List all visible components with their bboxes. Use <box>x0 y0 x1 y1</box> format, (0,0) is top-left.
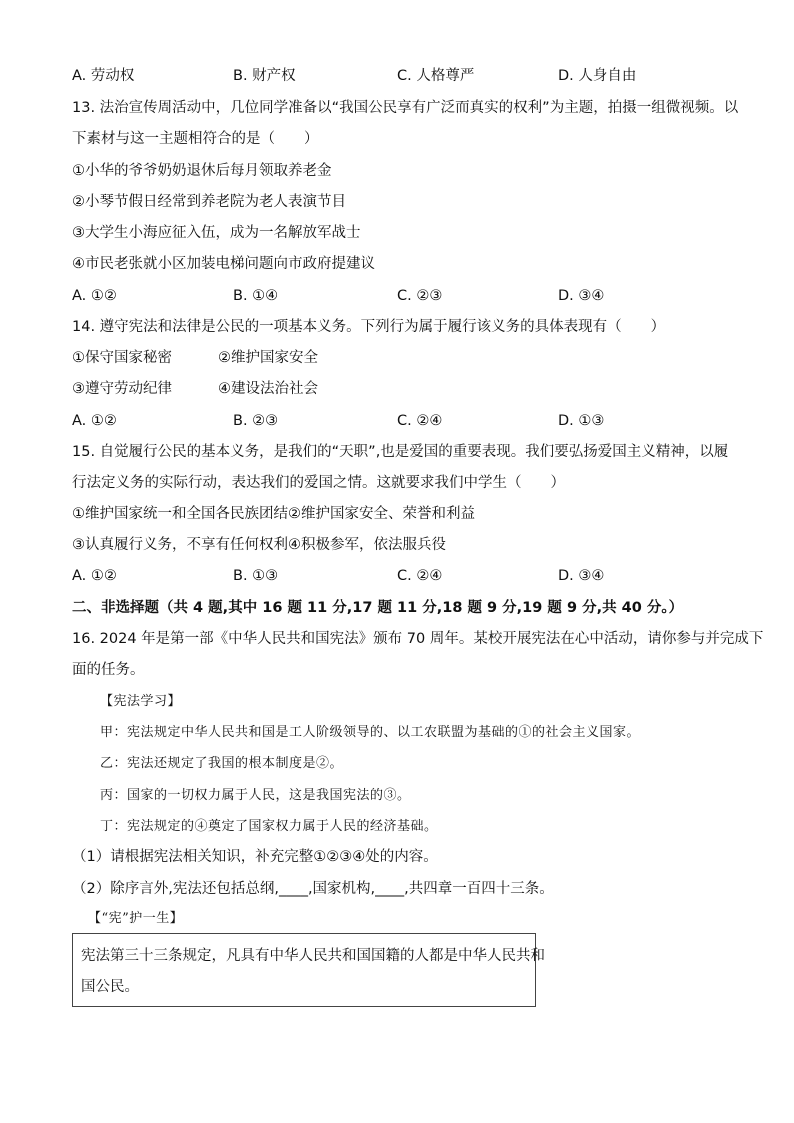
q13-item-1: ①小华的爷爷奶奶退休后每月领取养老金 <box>72 163 332 179</box>
q16-stem-line2: 面的任务。 <box>72 662 145 678</box>
quote-box-line1: 宪法第三十三条规定，凡具有中华人民共和国国籍的人都是中华人民共和 <box>81 948 545 964</box>
q14-item-1: ①保守国家秘密 <box>72 350 172 366</box>
q15-stem-line2: 行法定义务的实际行动，表达我们的爱国之情。这就要求我们中学生（ ） <box>72 475 565 491</box>
q16-sub-question-2: （2）除序言外,宪法还包括总纲,____,国家机构,____,共四章一百四十三条。 <box>72 881 554 897</box>
q12-option-c: C. 人格尊严 <box>397 68 475 84</box>
q14-option-a: A. ①② <box>72 413 117 429</box>
study-line-bing: 丙：国家的一切权力属于人民，这是我国宪法的③。 <box>100 788 411 803</box>
q16-stem-line1: 16. 2024 年是第一部《中华人民共和国宪法》颁布 70 周年。某校开展宪法在心中活动，请你参与并完成下 <box>72 631 764 647</box>
q15-option-a: A. ①② <box>72 568 117 584</box>
q14-option-b: B. ②③ <box>233 413 279 429</box>
q15-items-line1: ①维护国家统一和全国各民族团结②维护国家安全、荣誉和利益 <box>72 506 475 522</box>
q13-option-c: C. ②③ <box>397 288 443 304</box>
q12-option-a: A. 劳动权 <box>72 68 135 84</box>
q15-option-b: B. ①③ <box>233 568 279 584</box>
quote-box-line2: 国公民。 <box>81 979 139 995</box>
q13-item-3: ③大学生小海应征入伍，成为一名解放军战士 <box>72 225 361 241</box>
q13-option-b: B. ①④ <box>233 288 279 304</box>
q14-item-3: ③遵守劳动纪律 <box>72 381 172 397</box>
q14-option-d: D. ①③ <box>558 413 605 429</box>
q13-item-2: ②小琴节假日经常到养老院为老人表演节目 <box>72 194 346 210</box>
q15-stem-line1: 15. 自觉履行公民的基本义务，是我们的“天职”,也是爱国的重要表现。我们要弘扬爱国主义精神，以履 <box>72 444 729 460</box>
study-line-jia: 甲：宪法规定中华人民共和国是工人阶级领导的、以工农联盟为基础的①的社会主义国家。 <box>100 725 641 740</box>
study-heading: 【宪法学习】 <box>100 694 182 709</box>
q13-stem-line1: 13. 法治宣传周活动中，几位同学准备以“我国公民享有广泛而真实的权利”为主题，拍摄一组微视频。以 <box>72 100 739 116</box>
q15-option-c: C. ②④ <box>397 568 443 584</box>
q15-items-line2: ③认真履行义务，不享有任何权利④积极参军，依法服兵役 <box>72 537 446 553</box>
q14-stem: 14. 遵守宪法和法律是公民的一项基本义务。下列行为属于履行该义务的具体表现有（ ） <box>72 319 666 335</box>
study-line-ding: 丁：宪法规定的④奠定了国家权力属于人民的经济基础。 <box>100 819 438 834</box>
q12-option-d: D. 人身自由 <box>558 68 637 84</box>
q13-option-a: A. ①② <box>72 288 117 304</box>
life-heading: 【“宪”护一生】 <box>88 911 184 926</box>
q12-option-b: B. 财产权 <box>233 68 296 84</box>
q14-option-c: C. ②④ <box>397 413 443 429</box>
q14-item-4: ④建设法治社会 <box>218 381 318 397</box>
q14-item-2: ②维护国家安全 <box>218 350 318 366</box>
q13-item-4: ④市民老张就小区加装电梯问题向市政府提建议 <box>72 256 375 272</box>
q15-option-d: D. ③④ <box>558 568 605 584</box>
study-line-yi: 乙：宪法还规定了我国的根本制度是②。 <box>100 756 344 771</box>
quote-box <box>72 933 545 1007</box>
q16-sub-question-1: （1）请根据宪法相关知识，补充完整①②③④处的内容。 <box>72 849 438 865</box>
q13-stem-line2: 下素材与这一主题相符合的是（ ） <box>72 131 319 147</box>
q13-option-d: D. ③④ <box>558 288 605 304</box>
section2-title: 二、非选择题（共 4 题,其中 16 题 11 分,17 题 11 分,18 题 9 分,19 题 9 分,共 40 分。） <box>72 600 684 616</box>
